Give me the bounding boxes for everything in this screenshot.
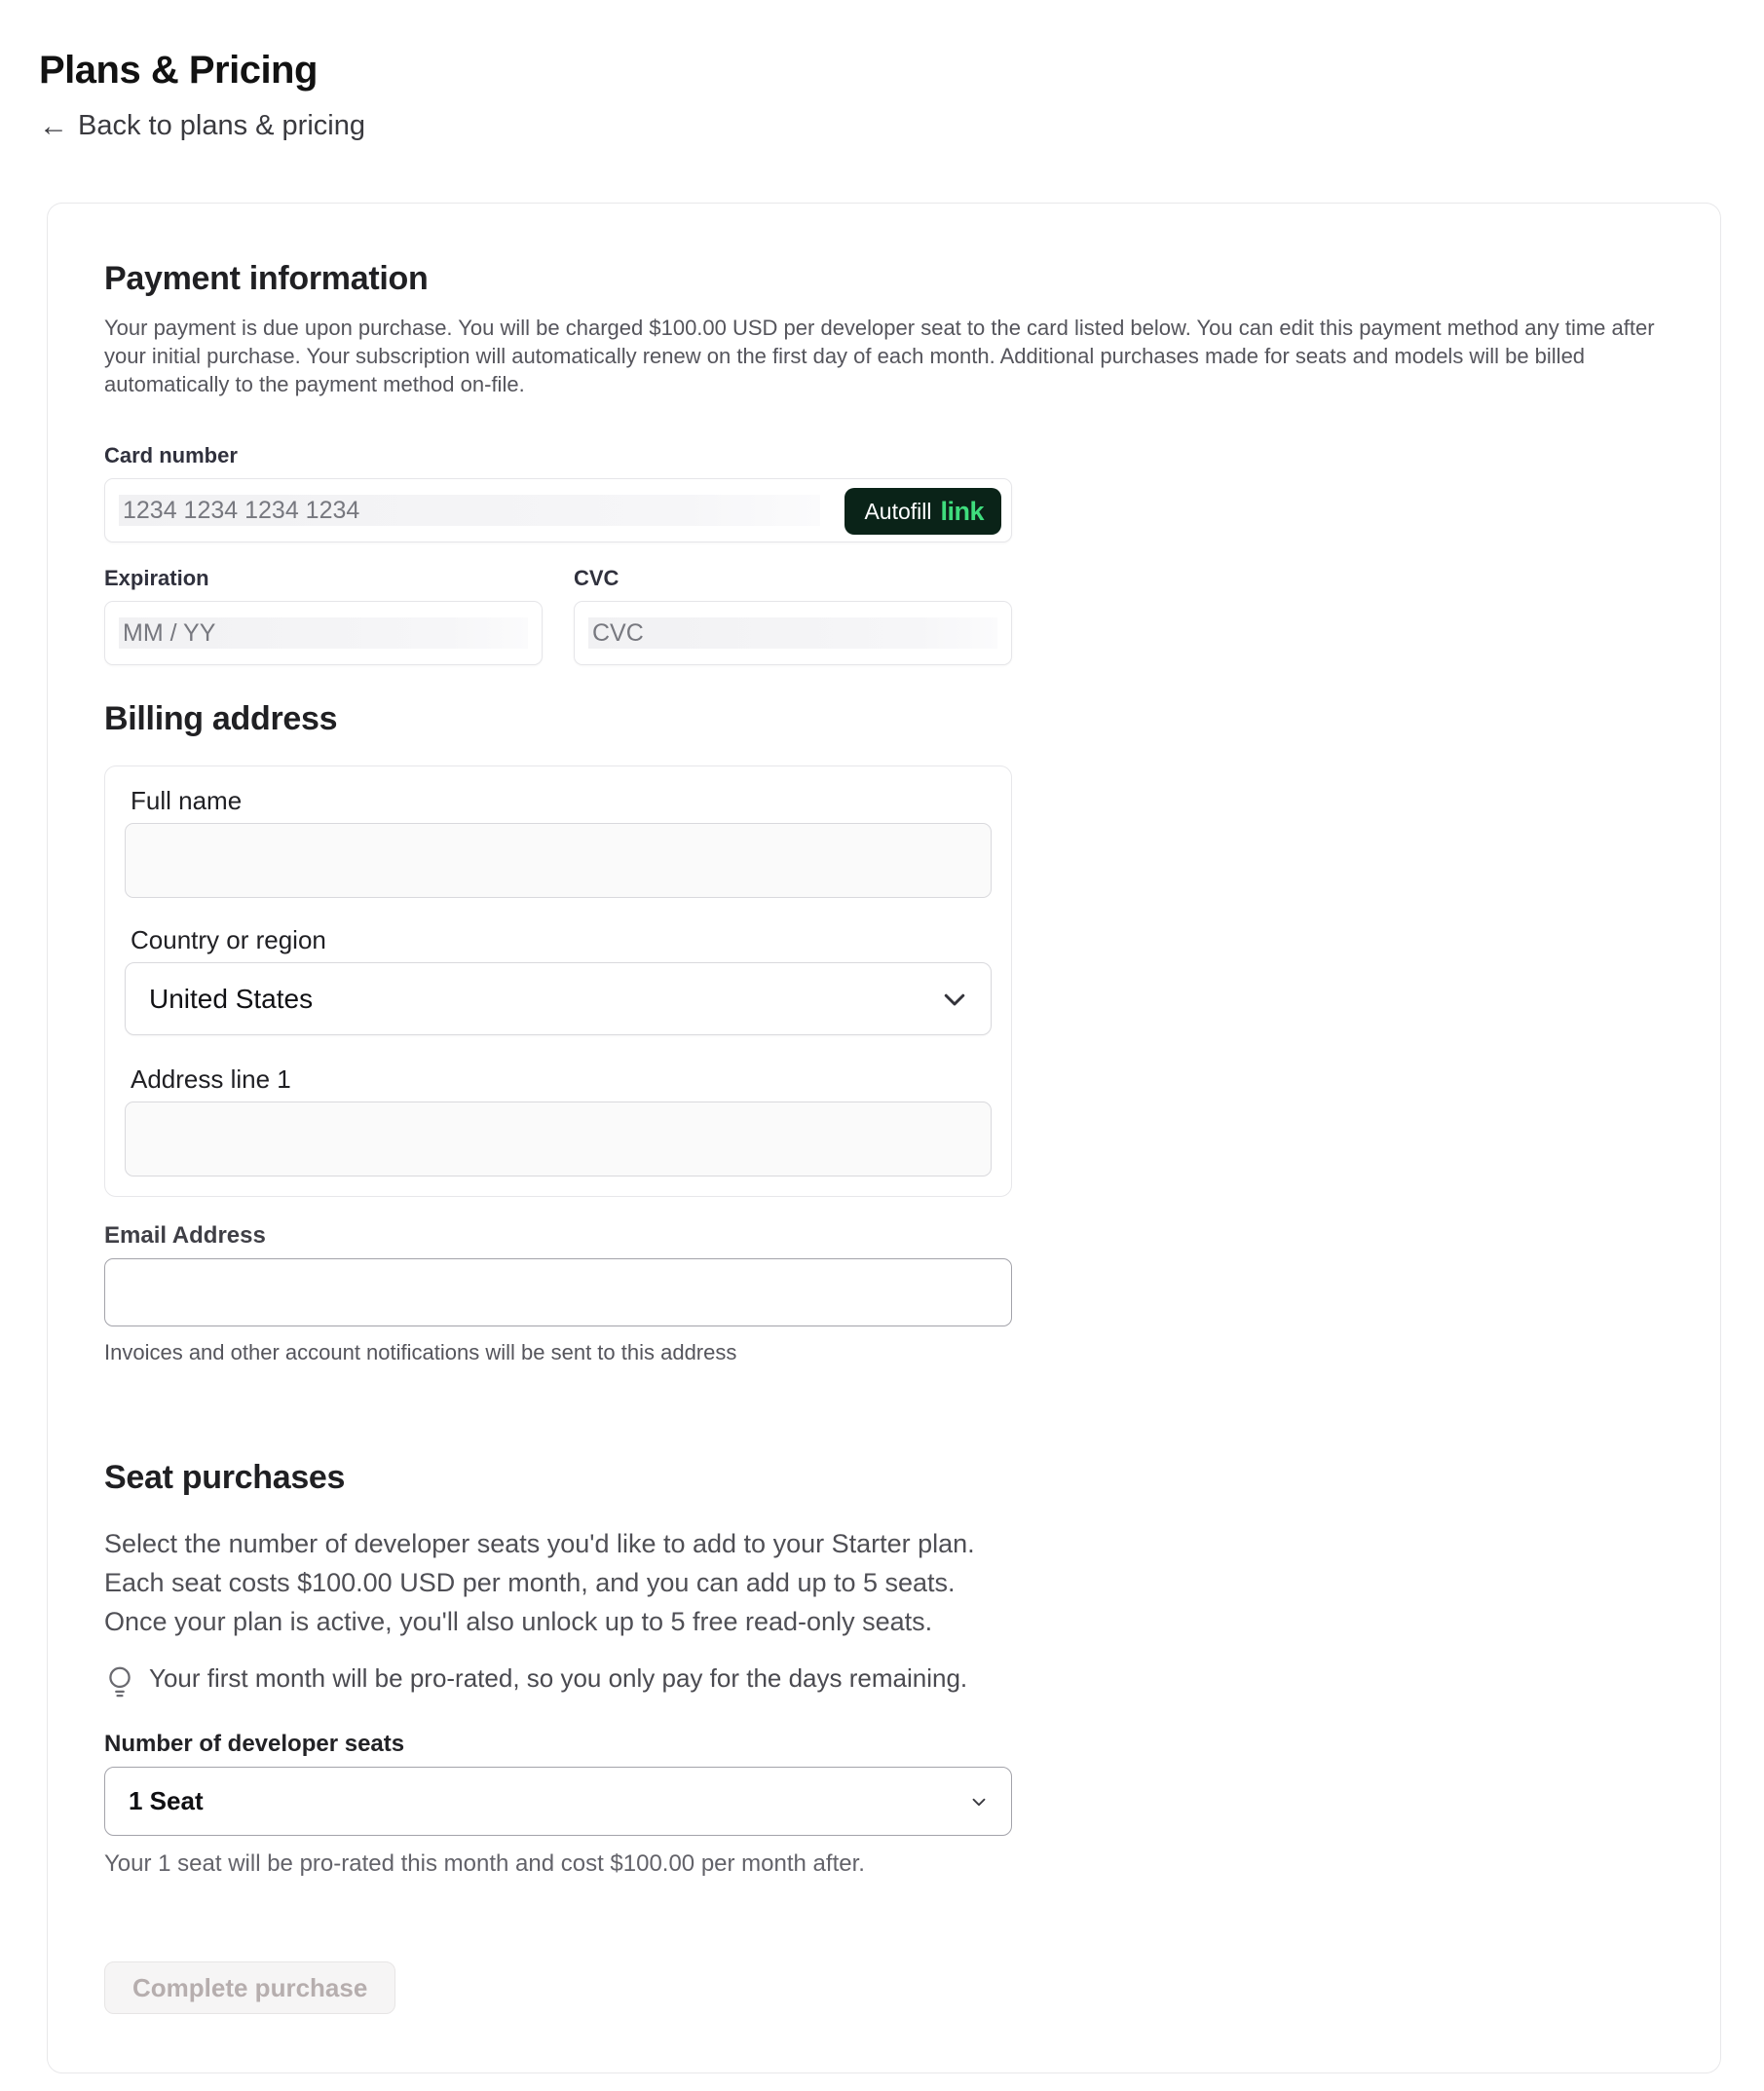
expiration-col [104, 566, 543, 665]
expiration-field [104, 601, 543, 665]
country-label: Country or region [131, 925, 326, 954]
checkout-card [47, 203, 1721, 2073]
payment-description: Your payment is due upon purchase. You will be charged $100.00 USD per developer seat to the card listed below. You can edit this payment method any time after your initial purchase. Your subscription will automatically renew on the first day of each month. Additional purchases made for seats and models will be billed automatically to the payment method on-file. [104, 316, 1655, 396]
address-line1-input[interactable] [125, 1102, 992, 1176]
country-select-value: United States [149, 983, 314, 1014]
back-link[interactable] [39, 110, 365, 142]
email-input[interactable] [104, 1258, 1012, 1326]
email-label: Email Address [104, 1222, 266, 1249]
cvc-label: CVC [574, 566, 619, 590]
card-number-label: Card number [104, 443, 238, 467]
payment-heading: Payment information [104, 260, 429, 297]
back-link-label: Back to plans & pricing [78, 110, 365, 141]
prorate-tip [104, 1661, 1018, 1705]
country-select[interactable] [125, 962, 992, 1035]
page-title: Plans & Pricing [39, 49, 318, 92]
lightbulb-icon [104, 1663, 135, 1705]
back-arrow-icon: ← [39, 109, 68, 142]
cvc-field [574, 601, 1012, 665]
card-number-field [104, 478, 1012, 542]
seat-count-value: 1 Seat [129, 1786, 204, 1815]
chevron-down-icon [940, 985, 969, 1014]
expiration-input[interactable] [105, 602, 542, 664]
seat-count-label: Number of developer seats [104, 1731, 405, 1757]
autofill-link-button[interactable] [844, 488, 1001, 535]
autofill-label: Autofill [864, 498, 932, 524]
seat-helper-text: Your 1 seat will be pro-rated this month and cost $100.00 per month after. [104, 1850, 865, 1877]
seat-count-select[interactable] [104, 1767, 1012, 1836]
full-name-input[interactable] [125, 823, 992, 898]
full-name-label: Full name [131, 786, 243, 815]
chevron-down-icon [968, 1791, 990, 1812]
cvc-col [574, 566, 1012, 665]
link-brand-logo: link [940, 496, 984, 526]
expiration-cvc-row [104, 566, 1012, 665]
cvc-input[interactable] [575, 602, 1011, 664]
payment-form [104, 443, 1012, 2014]
billing-heading: Billing address [104, 700, 338, 737]
expiration-label: Expiration [104, 566, 209, 590]
prorate-tip-text: Your first month will be pro-rated, so you only pay for the days remaining. [149, 1663, 968, 1693]
billing-address-box [104, 765, 1012, 1197]
email-helper-text: Invoices and other account notifications will be sent to this address [104, 1340, 737, 1364]
seats-description: Select the number of developer seats you'd like to add to your Starter plan. Each seat costs $100.00 USD per month, and you can add up to 5 seats. Once your plan is active, you'll also unlock up to 5 free read-only seats. [104, 1529, 975, 1636]
address-line1-label: Address line 1 [131, 1064, 291, 1094]
seats-heading: Seat purchases [104, 1459, 346, 1496]
page-header [0, 49, 1764, 142]
complete-purchase-button[interactable]: Complete purchase [104, 1961, 395, 2014]
